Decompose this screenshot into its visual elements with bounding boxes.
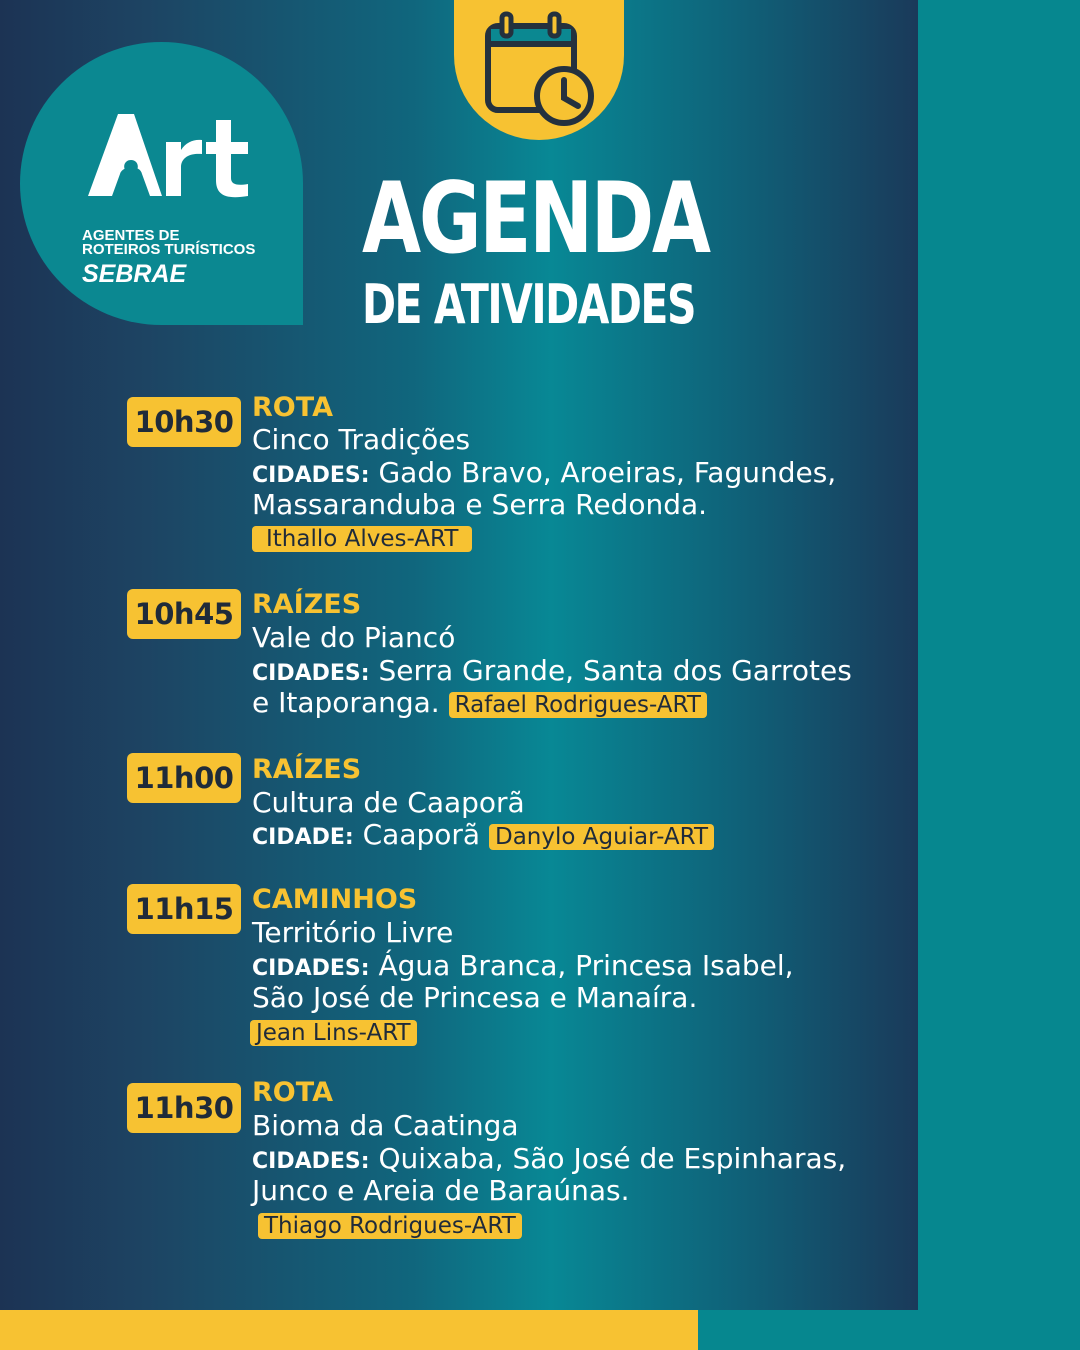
author-tag: Jean Lins-ART: [250, 1020, 417, 1046]
activity-cities: [252, 1143, 846, 1178]
activity-cities: [252, 950, 794, 985]
logo-tagline-line2: ROTEIROS TURÍSTICOS: [82, 241, 256, 258]
activity-name: Cinco Tradições: [252, 423, 471, 456]
activity-name: Cultura de Caaporã: [252, 786, 525, 819]
author-tag: Ithallo Alves-ART: [252, 526, 472, 552]
activity-category: RAÍZES: [252, 589, 362, 620]
activity-cities-cont: Junco e Areia de Baraúnas.: [252, 1174, 630, 1207]
activity-cities-cont: Massaranduba e Serra Redonda.: [252, 488, 708, 521]
activity-category: ROTA: [252, 392, 333, 423]
page-title: AGENDA: [362, 162, 709, 276]
time-badge: 11h00: [127, 753, 241, 803]
time-badge: 11h30: [127, 1083, 241, 1133]
time-badge: 11h15: [127, 884, 241, 934]
footer-teal-band: [698, 1310, 1080, 1350]
activity-category: CAMINHOS: [252, 884, 418, 915]
activity-name: Vale do Piancó: [252, 621, 456, 654]
activity-cities-cont: São José de Princesa e Manaíra.: [252, 981, 698, 1014]
cities-text: Gado Bravo, Aroeiras, Fagundes,: [378, 456, 837, 489]
calendar-clock-icon: [480, 10, 600, 130]
time-badge: 10h45: [127, 589, 241, 639]
activity-name: Território Livre: [252, 916, 454, 949]
author-tag: Rafael Rodrigues-ART: [449, 692, 707, 718]
logo-sebrae: SEBRAE: [82, 260, 187, 288]
activity-category: RAÍZES: [252, 754, 362, 785]
background-right-band: [918, 0, 1080, 1310]
cities-text: Água Branca, Princesa Isabel,: [378, 949, 794, 982]
cities-label: CIDADES:: [252, 661, 370, 686]
activity-cities: [252, 655, 852, 690]
time-badge: 10h30: [127, 397, 241, 447]
cities-label: CIDADES:: [252, 463, 370, 488]
logo-tagline-line1: AGENTES DE: [82, 227, 180, 244]
cities-label: CIDADE:: [252, 825, 354, 850]
page-subtitle: DE ATIVIDADES: [362, 273, 695, 336]
activity-category: ROTA: [252, 1077, 333, 1108]
cities-text: Serra Grande, Santa dos Garrotes: [378, 654, 852, 687]
cities-label: CIDADES:: [252, 956, 370, 981]
activity-name: Bioma da Caatinga: [252, 1109, 519, 1142]
cities-text: Caaporã: [362, 818, 481, 851]
footer-yellow-band: [0, 1310, 698, 1350]
cities-text: e Itaporanga.: [252, 686, 440, 719]
cities-text: Quixaba, São José de Espinharas,: [378, 1142, 847, 1175]
activity-cities: [252, 457, 836, 492]
activity-cities-cont: [252, 687, 707, 719]
cities-label: CIDADES:: [252, 1149, 370, 1174]
author-tag: Danylo Aguiar-ART: [489, 824, 714, 850]
author-tag: Thiago Rodrigues-ART: [258, 1213, 522, 1239]
art-logo-icon: [82, 108, 282, 200]
activity-cities: [252, 819, 714, 854]
